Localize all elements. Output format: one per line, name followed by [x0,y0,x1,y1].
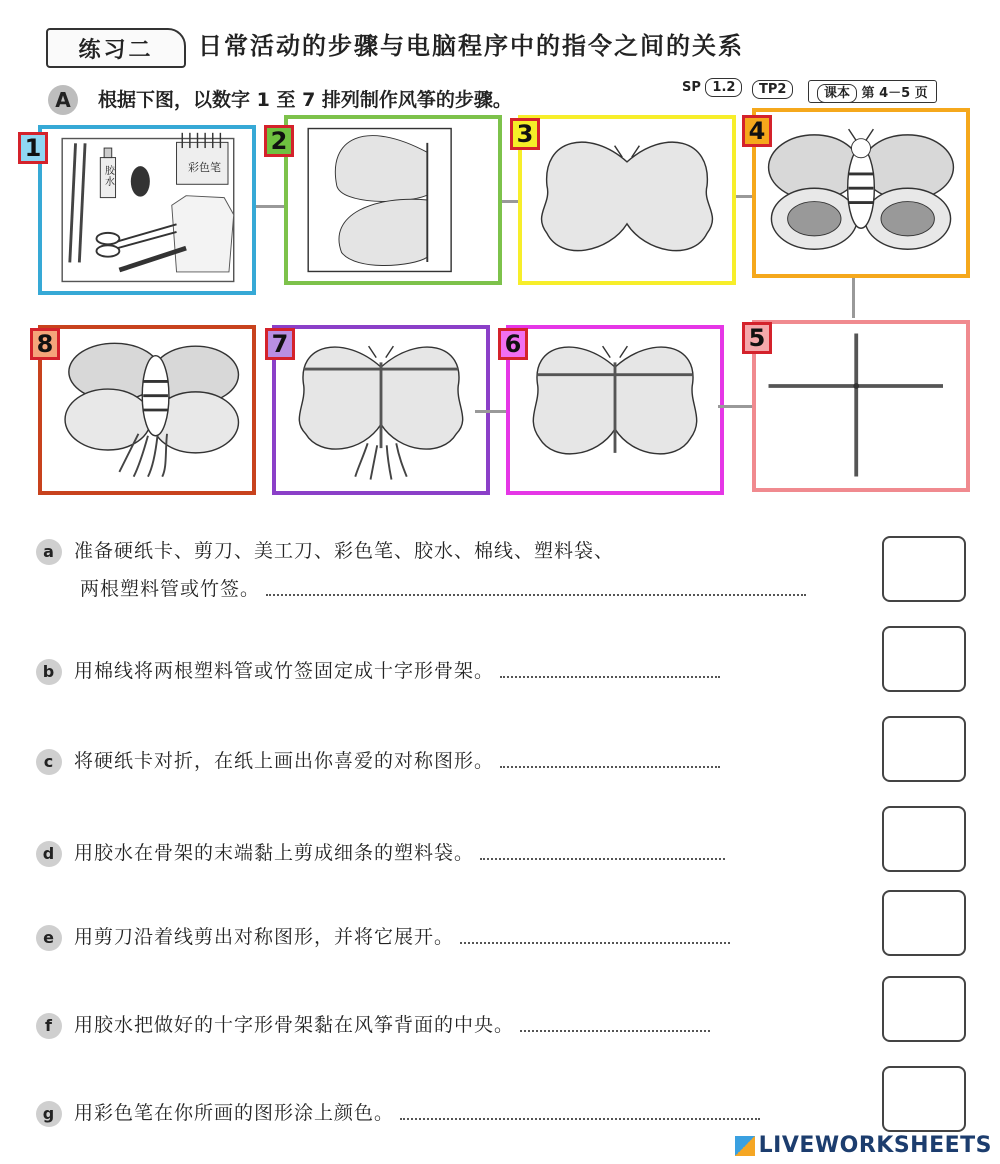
question-text: 两根塑料管或竹签。 [80,578,261,600]
question-letter-badge: g [36,1101,62,1127]
flow-arrow [718,405,754,408]
answer-box-f[interactable] [882,976,966,1042]
pens-label: 彩色笔 [188,161,221,174]
answer-box-a[interactable] [882,536,966,602]
cross-frame-illustration [756,324,966,488]
question-text: 用剪刀沿着线剪出对称图形，并将它展开。 [74,926,455,948]
step-number-4: 4 [742,115,772,147]
question-g [36,1098,760,1127]
question-text: 准备硬纸卡、剪刀、美工刀、彩色笔、胶水、棉线、塑料袋、 [74,540,615,562]
answer-box-c[interactable] [882,716,966,782]
flow-arrow [475,410,507,413]
answer-box-d[interactable] [882,806,966,872]
question-text: 用棉线将两根塑料管或竹签固定成十字形骨架。 [74,660,495,682]
step-number-3: 3 [510,118,540,150]
panel-1-materials [38,125,256,295]
step-number-5: 5 [742,322,772,354]
question-text: 用胶水把做好的十字形骨架黏在风筝背面的中央。 [74,1014,515,1036]
question-a [36,536,614,565]
panel-6-frame-attached [506,325,724,495]
question-letter-badge: d [36,841,62,867]
logo-icon [735,1136,755,1156]
ref-textbook: 课本 第 4－5 页 [808,80,937,103]
kite-with-tail-illustration [276,329,486,491]
question-e [36,922,730,951]
colored-butterfly-illustration [756,112,966,274]
question-d [36,838,725,867]
instruction-text: 根据下图，以数字 1 至 7 排列制作风筝的步骤。 [98,89,512,111]
answer-box-e[interactable] [882,890,966,956]
ref-tp: TP2 [752,80,793,99]
panel-3-cut-shape [518,115,736,285]
panel-2-folded-drawing [284,115,502,285]
liveworksheets-logo: LIVEWORKSHEETS [735,1133,992,1158]
page-title: 日常活动的步骤与电脑程序中的指令之间的关系 [198,32,744,60]
question-text: 用彩色笔在你所画的图形涂上颜色。 [74,1102,395,1124]
question-letter-badge: e [36,925,62,951]
step-number-8: 8 [30,328,60,360]
panel-5-cross-frame [752,320,970,492]
panel-8-finished-kite [38,325,256,495]
step-number-1: 1 [18,132,48,164]
folded-card-illustration [288,119,498,281]
panel-4-colored-butterfly [752,108,970,278]
question-a-line2 [80,574,806,601]
question-letter-badge: b [36,659,62,685]
panel-7-tail-attached [272,325,490,495]
butterfly-outline-illustration [522,119,732,281]
question-letter-badge: c [36,749,62,775]
step-number-7: 7 [265,328,295,360]
question-c [36,746,720,775]
answer-box-b[interactable] [882,626,966,692]
kite-with-frame-illustration [510,329,720,491]
question-b [36,656,720,685]
step-number-2: 2 [264,125,294,157]
question-text: 用胶水在骨架的末端黏上剪成细条的塑料袋。 [74,842,475,864]
materials-illustration [42,129,252,291]
question-letter-badge: f [36,1013,62,1039]
finished-kite-illustration [42,329,252,491]
question-f [36,1010,710,1039]
glue-label: 胶水 [105,166,115,188]
flow-arrow [256,205,286,208]
answer-box-g[interactable] [882,1066,966,1132]
section-letter-badge: A [48,85,78,115]
step-number-6: 6 [498,328,528,360]
exercise-tag: 练习二 [46,28,186,68]
question-letter-badge: a [36,539,62,565]
flow-arrow-down [852,278,855,318]
ref-sp: SP 1.2 [682,80,742,95]
question-text: 将硬纸卡对折，在纸上画出你喜爱的对称图形。 [74,750,495,772]
